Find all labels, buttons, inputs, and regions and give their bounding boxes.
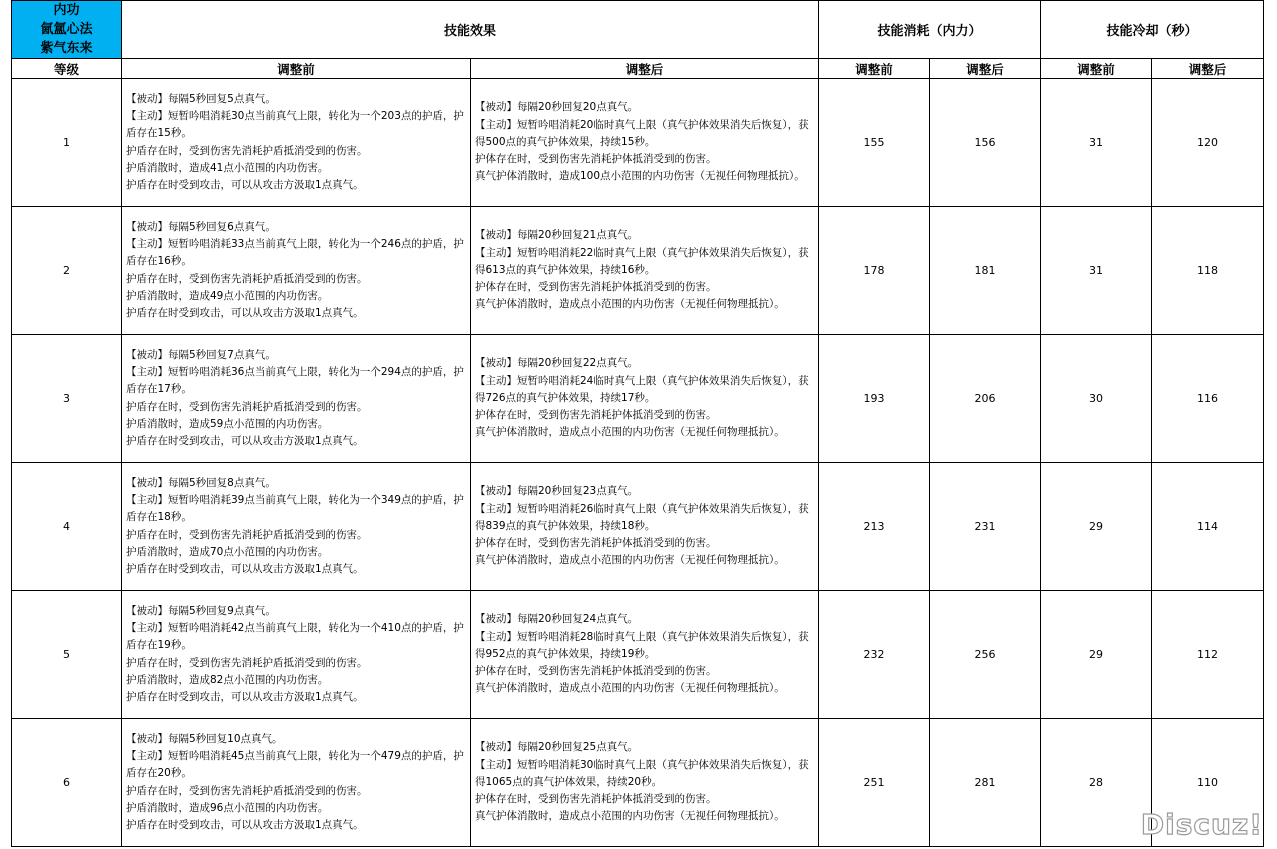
- effect-line: 【主动】短暂吟唱消耗30临时真气上限（真气护体效果消失后恢复），获得1065点的真气护体效果，持续20秒。: [475, 758, 809, 788]
- effect-line: 【被动】每隔5秒回复6点真气。: [126, 220, 276, 233]
- effect-line: 【主动】短暂吟唱消耗20临时真气上限（真气护体效果消失后恢复），获得500点的真气护体效果，持续15秒。: [475, 118, 809, 148]
- cd-after-cell: 112: [1152, 591, 1264, 719]
- level-cell: 4: [12, 463, 122, 591]
- effect-line: 【主动】短暂吟唱消耗28临时真气上限（真气护体效果消失后恢复），获得952点的真气护体效果，持续19秒。: [475, 630, 809, 660]
- effect-line: 【被动】每隔5秒回复5点真气。: [126, 92, 276, 105]
- effect-before-cell: [122, 463, 471, 591]
- effect-line: 护盾存在时受到攻击，可以从攻击方汲取1点真气。: [126, 179, 364, 192]
- subheader-row: [12, 59, 1264, 79]
- effect-line: 护体存在时，受到伤害先消耗护体抵消受到的伤害。: [475, 281, 717, 294]
- cost-after-cell: 256: [930, 591, 1041, 719]
- effect-line: 【被动】每隔5秒回复10点真气。: [126, 732, 283, 745]
- cd-before-header: 调整前: [1041, 59, 1152, 79]
- effect-line: 护盾存在时受到攻击，可以从攻击方汲取1点真气。: [126, 691, 364, 704]
- effect-line: 护盾存在时，受到伤害先消耗护盾抵消受到的伤害。: [126, 144, 368, 157]
- effect-line: 护盾存在时受到攻击，可以从攻击方汲取1点真气。: [126, 563, 364, 576]
- effect-line: 【主动】短暂吟唱消耗22临时真气上限（真气护体效果消失后恢复），获得613点的真气护体效果，持续16秒。: [475, 246, 809, 276]
- cost-after-header: 调整后: [930, 59, 1041, 79]
- cd-after-header: 调整后: [1152, 59, 1264, 79]
- cd-before-cell: 31: [1041, 79, 1152, 207]
- effect-after-cell: [471, 719, 819, 847]
- cost-after-cell: 156: [930, 79, 1041, 207]
- header-row: [12, 1, 1264, 59]
- effect-after-cell: [471, 463, 819, 591]
- effect-line: 【主动】短暂吟唱消耗30点当前真气上限，转化为一个203点的护盾，护盾存在15秒。: [126, 109, 464, 140]
- effect-line: 【主动】短暂吟唱消耗36点当前真气上限，转化为一个294点的护盾，护盾存在17秒。: [126, 365, 464, 396]
- effect-line: 【被动】每隔20秒回复23点真气。: [475, 485, 639, 498]
- effect-line: 护盾存在时，受到伤害先消耗护盾抵消受到的伤害。: [126, 272, 368, 285]
- cd-before-cell: 28: [1041, 719, 1152, 847]
- cost-header: 技能消耗（内力）: [819, 1, 1041, 59]
- cd-after-cell: 118: [1152, 207, 1264, 335]
- effect-line: 护盾存在时受到攻击，可以从攻击方汲取1点真气。: [126, 819, 364, 832]
- level-cell: 2: [12, 207, 122, 335]
- cooldown-header: 技能冷却（秒）: [1041, 1, 1264, 59]
- cost-before-cell: 213: [819, 463, 930, 591]
- effect-line: 护盾存在时，受到伤害先消耗护盾抵消受到的伤害。: [126, 656, 368, 669]
- effect-line: 【被动】每隔5秒回复9点真气。: [126, 604, 276, 617]
- cost-before-cell: 251: [819, 719, 930, 847]
- effect-line: 真气护体消散时，造成点小范围的内功伤害（无视任何物理抵抗）。: [475, 810, 785, 823]
- cd-after-cell: 110: [1152, 719, 1264, 847]
- effect-line: 护盾存在时受到攻击，可以从攻击方汲取1点真气。: [126, 307, 364, 320]
- effect-before-cell: [122, 591, 471, 719]
- cost-after-cell: 231: [930, 463, 1041, 591]
- effect-line: 护体存在时，受到伤害先消耗护体抵消受到的伤害。: [475, 665, 717, 678]
- cost-before-header: 调整前: [819, 59, 930, 79]
- effect-line: 护盾存在时，受到伤害先消耗护盾抵消受到的伤害。: [126, 784, 368, 797]
- effect-line: 护盾消散时，造成41点小范围的内功伤害。: [126, 161, 329, 174]
- level-cell: 6: [12, 719, 122, 847]
- cost-before-cell: 178: [819, 207, 930, 335]
- effect-line: 护体存在时，受到伤害先消耗护体抵消受到的伤害。: [475, 793, 717, 806]
- cd-after-cell: 120: [1152, 79, 1264, 207]
- effect-line: 【被动】每隔20秒回复22点真气。: [475, 357, 639, 370]
- effect-line: 【主动】短暂吟唱消耗42点当前真气上限，转化为一个410点的护盾，护盾存在19秒。: [126, 621, 464, 652]
- table-row: [12, 591, 1264, 719]
- cd-before-cell: 29: [1041, 463, 1152, 591]
- corner-line: 氤氲心法: [40, 22, 93, 37]
- discuz-watermark: Discuz!: [1140, 808, 1263, 841]
- effect-line: 【主动】短暂吟唱消耗39点当前真气上限，转化为一个349点的护盾，护盾存在18秒。: [126, 493, 464, 524]
- effect-line: 护盾存在时，受到伤害先消耗护盾抵消受到的伤害。: [126, 400, 368, 413]
- table-row: [12, 335, 1264, 463]
- effect-line: 护体存在时，受到伤害先消耗护体抵消受到的伤害。: [475, 409, 717, 422]
- table-row: [12, 463, 1264, 591]
- effect-line: 护盾消散时，造成49点小范围的内功伤害。: [126, 289, 329, 302]
- cd-before-cell: 29: [1041, 591, 1152, 719]
- effect-line: 护体存在时，受到伤害先消耗护体抵消受到的伤害。: [475, 537, 717, 550]
- level-header: 等级: [12, 59, 122, 79]
- effect-line: 护盾消散时，造成82点小范围的内功伤害。: [126, 673, 329, 686]
- corner-line: 内功: [53, 3, 80, 18]
- level-cell: 5: [12, 591, 122, 719]
- cost-after-cell: 281: [930, 719, 1041, 847]
- effect-line: 【被动】每隔20秒回复24点真气。: [475, 613, 639, 626]
- corner-line: 紫气东来: [40, 41, 93, 56]
- cd-after-cell: 114: [1152, 463, 1264, 591]
- effect-line: 护盾存在时受到攻击，可以从攻击方汲取1点真气。: [126, 435, 364, 448]
- effect-before-cell: [122, 719, 471, 847]
- effect-before-cell: [122, 335, 471, 463]
- effect-line: 真气护体消散时，造成100点小范围的内功伤害（无视任何物理抵抗）。: [475, 170, 805, 183]
- effect-line: 护盾消散时，造成59点小范围的内功伤害。: [126, 417, 329, 430]
- effect-before-cell: [122, 79, 471, 207]
- effect-line: 真气护体消散时，造成点小范围的内功伤害（无视任何物理抵抗）。: [475, 554, 785, 567]
- effect-line: 【被动】每隔5秒回复8点真气。: [126, 476, 276, 489]
- effect-line: 真气护体消散时，造成点小范围的内功伤害（无视任何物理抵抗）。: [475, 682, 785, 695]
- effect-line: 护盾消散时，造成70点小范围的内功伤害。: [126, 545, 329, 558]
- effect-line: 【主动】短暂吟唱消耗26临时真气上限（真气护体效果消失后恢复），获得839点的真气护体效果，持续18秒。: [475, 502, 809, 532]
- skill-table: [11, 0, 1264, 847]
- cost-before-cell: 232: [819, 591, 930, 719]
- effect-before-header: 调整前: [122, 59, 471, 79]
- level-cell: 1: [12, 79, 122, 207]
- effect-line: 【主动】短暂吟唱消耗33点当前真气上限，转化为一个246点的护盾，护盾存在16秒。: [126, 237, 464, 268]
- effect-before-cell: [122, 207, 471, 335]
- cd-after-cell: 116: [1152, 335, 1264, 463]
- cost-before-cell: 155: [819, 79, 930, 207]
- effect-line: 护盾存在时，受到伤害先消耗护盾抵消受到的伤害。: [126, 528, 368, 541]
- effect-line: 【被动】每隔20秒回复20点真气。: [475, 101, 639, 114]
- effect-line: 【被动】每隔20秒回复21点真气。: [475, 229, 639, 242]
- effect-line: 【主动】短暂吟唱消耗45点当前真气上限，转化为一个479点的护盾，护盾存在20秒。: [126, 749, 464, 780]
- cost-after-cell: 181: [930, 207, 1041, 335]
- table-row: [12, 719, 1264, 847]
- cd-before-cell: 31: [1041, 207, 1152, 335]
- effect-line: 护体存在时，受到伤害先消耗护体抵消受到的伤害。: [475, 153, 717, 166]
- effect-after-cell: [471, 79, 819, 207]
- effect-line: 真气护体消散时，造成点小范围的内功伤害（无视任何物理抵抗）。: [475, 298, 785, 311]
- cost-after-cell: 206: [930, 335, 1041, 463]
- effect-line: 【主动】短暂吟唱消耗24临时真气上限（真气护体效果消失后恢复），获得726点的真气护体效果，持续17秒。: [475, 374, 809, 404]
- effect-line: 真气护体消散时，造成点小范围的内功伤害（无视任何物理抵抗）。: [475, 426, 785, 439]
- table-row: [12, 207, 1264, 335]
- effect-after-cell: [471, 207, 819, 335]
- level-cell: 3: [12, 335, 122, 463]
- cost-before-cell: 193: [819, 335, 930, 463]
- cd-before-cell: 30: [1041, 335, 1152, 463]
- corner-cell: [12, 1, 122, 59]
- effect-after-cell: [471, 591, 819, 719]
- effect-after-header: 调整后: [471, 59, 819, 79]
- effect-header: 技能效果: [122, 1, 819, 59]
- effect-line: 护盾消散时，造成96点小范围的内功伤害。: [126, 801, 329, 814]
- effect-line: 【被动】每隔5秒回复7点真气。: [126, 348, 276, 361]
- effect-after-cell: [471, 335, 819, 463]
- effect-line: 【被动】每隔20秒回复25点真气。: [475, 741, 639, 754]
- table-row: [12, 79, 1264, 207]
